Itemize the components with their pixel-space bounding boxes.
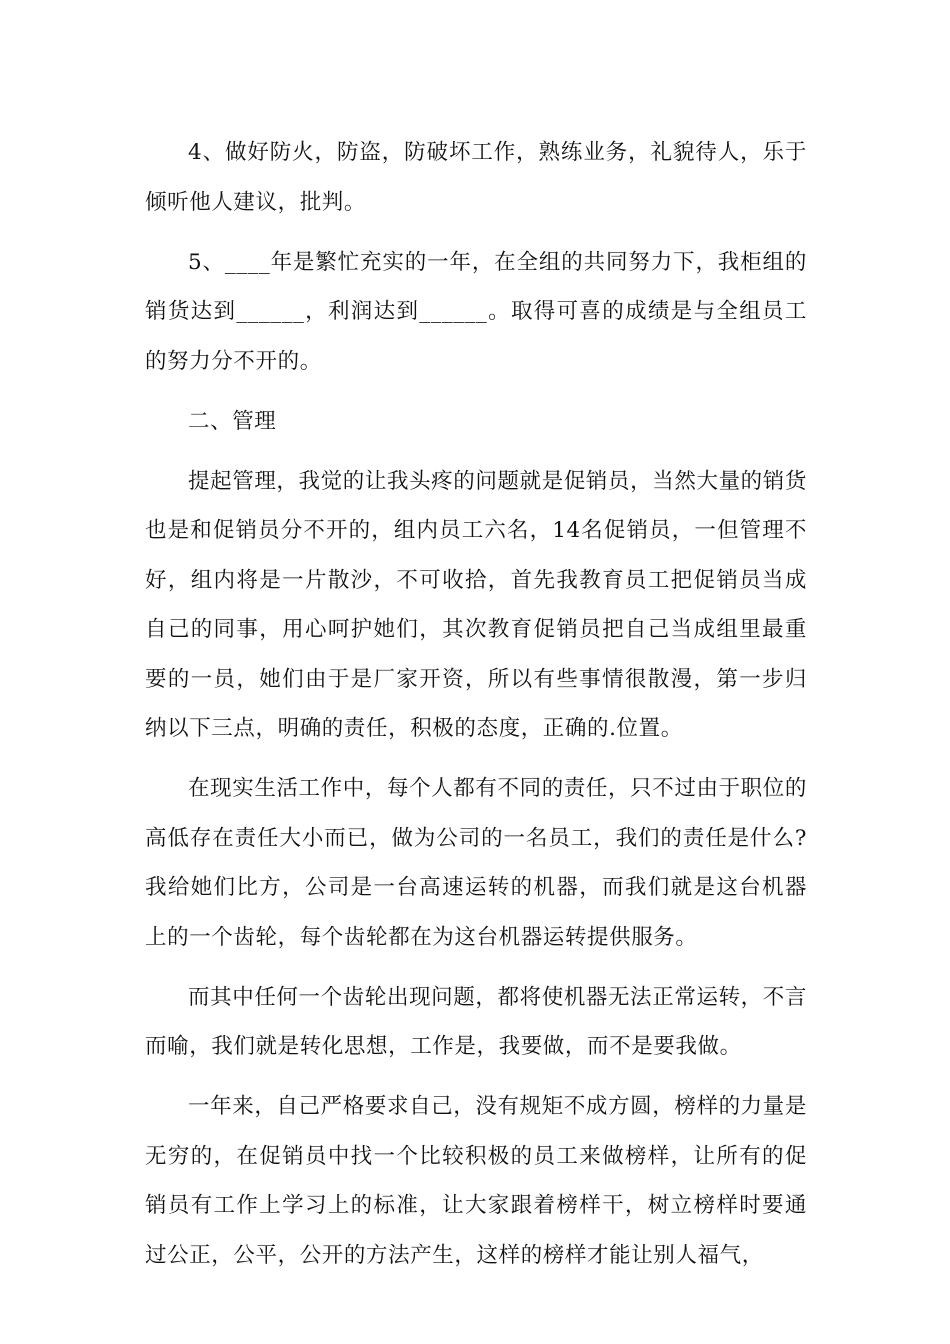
paragraph-item-5: 5、____年是繁忙充实的一年，在全组的共同努力下，我柜组的销货达到______，利润达到______。取得可喜的成绩是与全组员工的努力分不开的。	[145, 249, 807, 374]
body-paragraph: 一年来，自己严格要求自己，没有规矩不成方圆，榜样的力量是无穷的，在促销员中找一个比较积极的员工来做榜样，让所有的促销员有工作上学习上的标准，让大家跟着榜样干，树立榜样时要通过公正，公平，公开的方法产生，这样的榜样才能让别人福气，	[145, 1094, 807, 1268]
section-heading-management: 二、管理	[188, 408, 277, 434]
body-paragraph: 提起管理，我觉的让我头疼的问题就是促销员，当然大量的销货也是和促销员分不开的，组内员工六名，14名促销员，一但管理不好，组内将是一片散沙，不可收拾，首先我教育员工把促销员当成自己的同事，用心呵护她们，其次教育促销员把自己当成组里最重要的一员，她们由于是厂家开资，所以有些事情很散漫，第一步归纳以下三点，明确的责任，积极的态度，正确的.位置。	[145, 468, 807, 741]
body-paragraph: 在现实生活工作中，每个人都有不同的责任，只不过由于职位的高低存在责任大小而已，做为公司的一名员工，我们的责任是什么?我给她们比方，公司是一台高速运转的机器，而我们就是这台机器上的一个齿轮，每个齿轮都在为这台机器运转提供服务。	[145, 776, 807, 950]
paragraph-item-4: 4、做好防火，防盗，防破坏工作，熟练业务，礼貌待人，乐于倾听他人建议，批判。	[145, 140, 807, 215]
body-paragraph: 而其中任何一个齿轮出现问题，都将使机器无法正常运转，不言而喻，我们就是转化思想，工作是，我要做，而不是要我做。	[145, 984, 807, 1059]
document-page	[145, 128, 807, 1291]
